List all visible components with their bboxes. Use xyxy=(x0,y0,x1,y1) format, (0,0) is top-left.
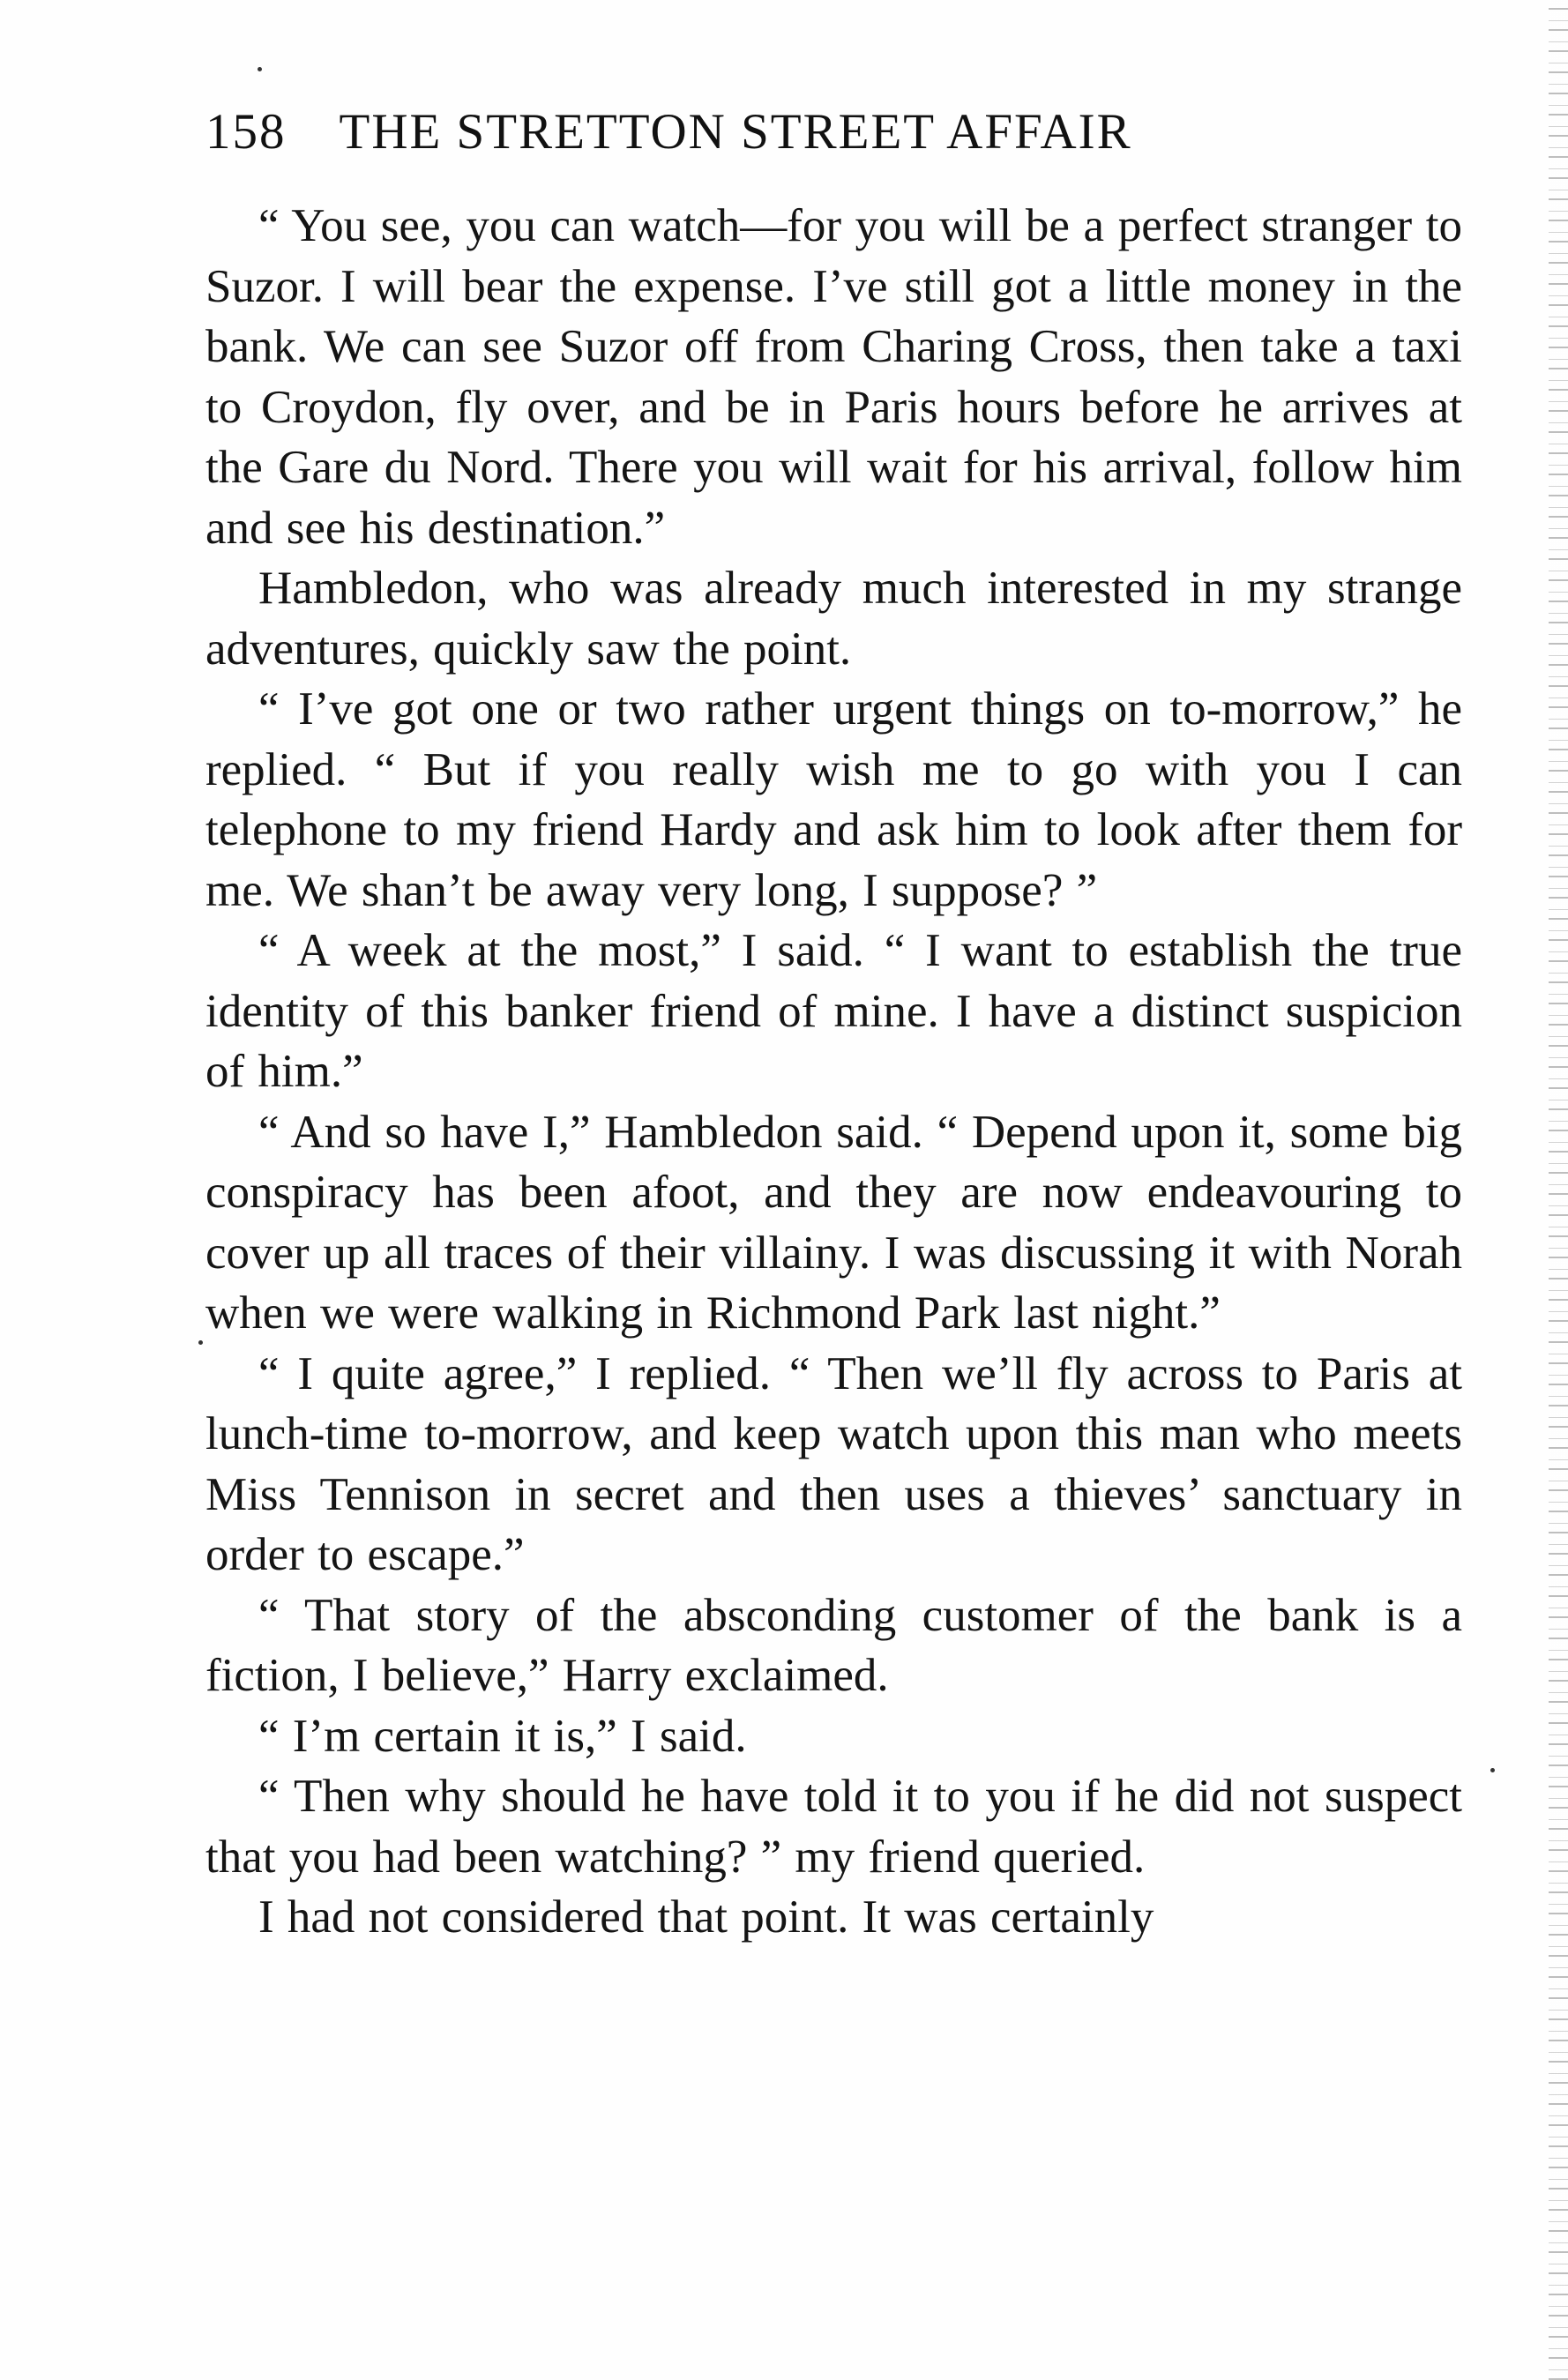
scan-edge-artifact xyxy=(1549,0,1568,2380)
running-title: THE STRETTON STREET AFFAIR xyxy=(339,104,1132,160)
paragraph-9: “ Then why should he have told it to you if he did not suspect that you had been watching? ” my friend queried. xyxy=(205,1771,1462,1883)
paragraph-4: “ A week at the most,” I said. “ I want to establish the true identity of this banker friend of mine. I have a distinct suspicion of him.” xyxy=(205,925,1462,1097)
body-text xyxy=(205,196,1462,1948)
paragraph-5: “ And so have I,” Hambledon said. “ Depend upon it, some big conspiracy has been afoot, and they are now endeavouring to cover up all traces of their villainy. I was discussing it with Norah when we were walking in Richmond Park last night.” xyxy=(205,1106,1462,1339)
scan-speck xyxy=(198,1340,203,1345)
paragraph-6: “ I quite agree,” I replied. “ Then we’ll fly across to Paris at lunch-time to-morrow, and keep watch upon this man who meets Miss Tennison in secret and then uses a thieves’ sanctuary in order to escape.” xyxy=(205,1347,1462,1580)
scan-speck xyxy=(258,67,262,71)
paragraph-10: I had not considered that point. It was certainly xyxy=(258,1891,1154,1943)
scan-speck xyxy=(1490,1768,1495,1772)
paragraph-8: “ I’m certain it is,” I said. xyxy=(258,1710,747,1762)
paragraph-2: Hambledon, who was already much interested in my strange adventures, quickly saw the point. xyxy=(205,563,1462,675)
page-header xyxy=(205,103,1352,174)
paragraph-7: “ That story of the absconding customer of the bank is a fiction, I believe,” Harry exclaimed. xyxy=(205,1589,1462,1701)
paragraph-1: “ You see, you can watch—for you will be a perfect stranger to Suzor. I will bear the expense. I’ve still got a little money in the bank. We can see Suzor off from Charing Cross, then take a taxi to Croydon, fly over, and be in Paris hours before he arrives at the Gare du Nord. There you will wait for his arrival, follow him and see his destination.” xyxy=(205,200,1462,554)
page-number: 158 xyxy=(205,104,287,160)
paragraph-3: “ I’ve got one or two rather urgent things on to-morrow,” he replied. “ But if you really wish me to go with you I can telephone to my friend Hardy and ask him to look after them for me. We shan’t be away very long, I suppose? ” xyxy=(205,683,1462,916)
